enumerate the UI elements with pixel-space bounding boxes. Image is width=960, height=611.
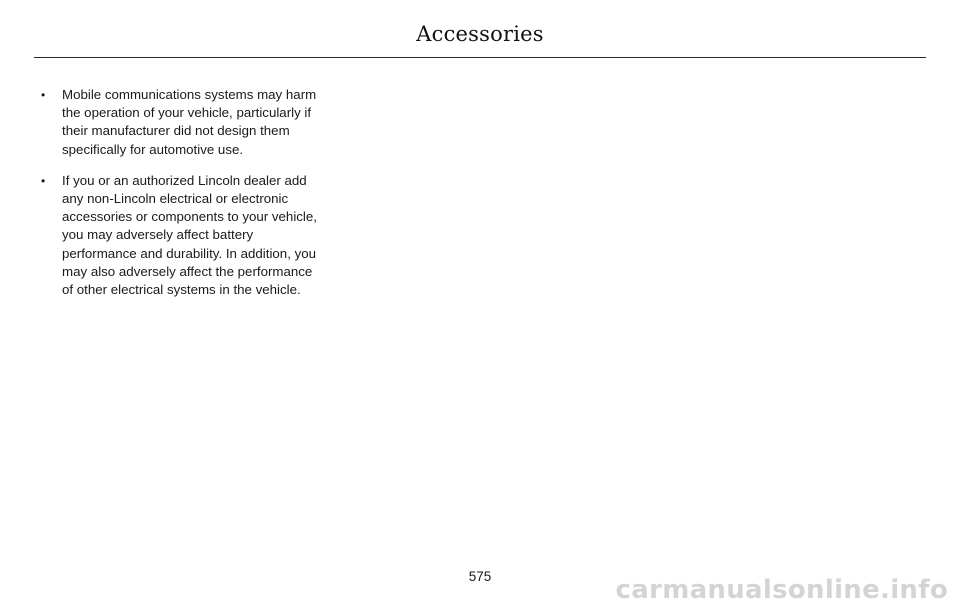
page-number: 575	[468, 569, 492, 584]
header-divider	[34, 57, 926, 58]
list-item	[36, 172, 326, 299]
page-title: Accessories	[416, 22, 544, 46]
content-column	[36, 86, 326, 312]
page-header	[0, 0, 960, 60]
watermark-text: carmanualsonline.info	[615, 575, 948, 605]
bullet-text: Mobile communications systems may harm the operation of your vehicle, particularly if their manufacturer did not design them specifically for automotive use.	[62, 87, 317, 157]
bullet-text: If you or an authorized Lincoln dealer add any non-Lincoln electrical or electronic accessories or components to your vehicle, you may adversely affect battery performance and durability. In addition, you may also adversely affect the performance of other electrical systems in the vehicle.	[62, 172, 317, 298]
bullet-icon: •	[41, 173, 46, 188]
bullet-list	[36, 86, 326, 299]
bullet-icon: •	[41, 88, 46, 102]
list-item	[36, 86, 326, 159]
